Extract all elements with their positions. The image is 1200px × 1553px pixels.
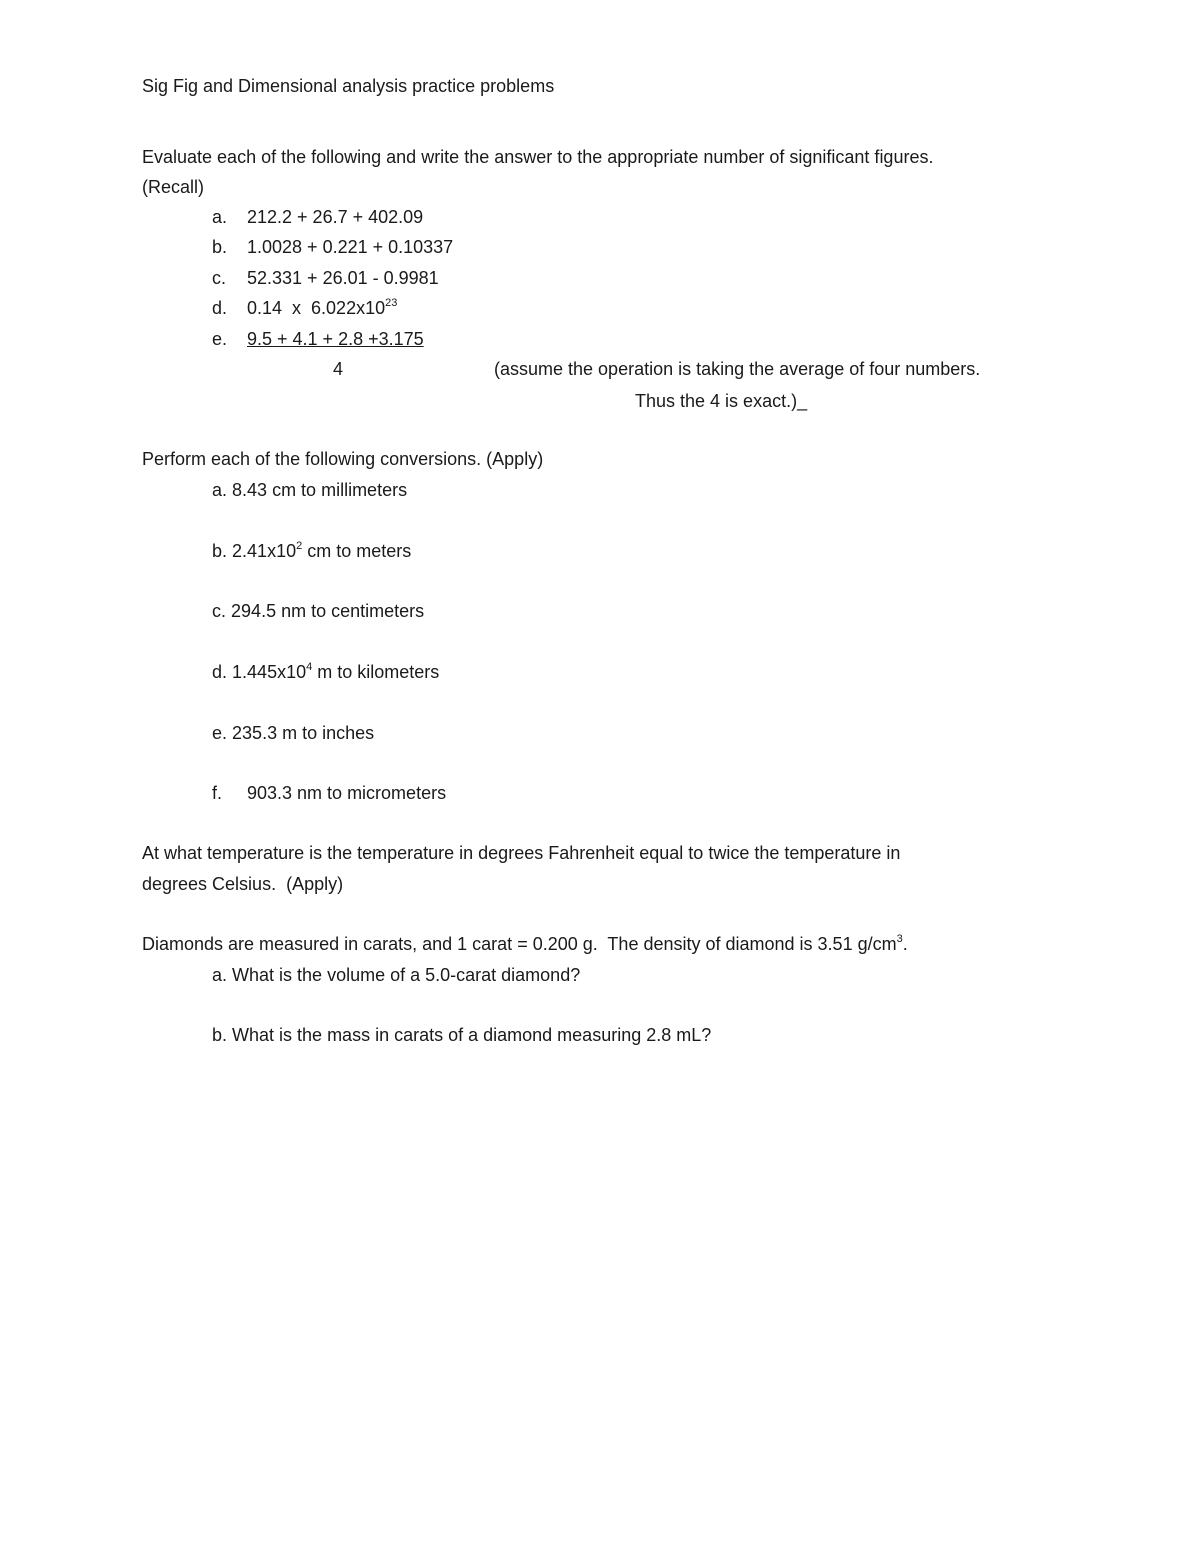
item-letter: e. [212, 329, 228, 349]
item-text: 8.43 cm to millimeters [232, 480, 408, 500]
section2-item-c [212, 602, 424, 620]
expression-base: 0.14 x 6.022x10 [247, 298, 386, 318]
exponent: 23 [385, 297, 398, 309]
item-text: 903.3 nm to micrometers [247, 783, 447, 803]
section2-item-b [212, 542, 411, 560]
item-letter: a. [212, 965, 228, 985]
section2-instruction: Perform each of the following conversions. (Apply) [142, 449, 544, 469]
item-letter: f. [212, 783, 223, 803]
exponent: 3 [896, 933, 903, 945]
section2-item-a [212, 481, 407, 499]
section2-item-e [212, 724, 374, 742]
item-letter: d. [212, 662, 228, 682]
section2-item-d [212, 663, 439, 681]
item-text: What is the volume of a 5.0-carat diamond? [232, 965, 581, 985]
section3-question-line1: At what temperature is the temperature in degrees Fahrenheit equal to twice the temperature in [142, 843, 901, 863]
exponent: 2 [296, 540, 303, 552]
item-letter: b. [212, 1025, 228, 1045]
section3-question-line2: degrees Celsius. (Apply) [142, 874, 344, 894]
section1-instruction: Evaluate each of the following and write the answer to the appropriate number of significant figures. [142, 147, 934, 167]
item-letter: b. [212, 541, 228, 561]
item-text: 52.331 + 26.01 - 0.9981 [247, 268, 439, 288]
item-text: 294.5 nm to centimeters [231, 601, 425, 621]
item-letter: b. [212, 237, 228, 257]
item-letter: e. [212, 723, 228, 743]
section4-item-a [212, 966, 580, 984]
section4-item-b [212, 1026, 711, 1044]
item-letter: c. [212, 601, 227, 621]
item-note-continued: Thus the 4 is exact.)_ [635, 391, 808, 411]
document-title: Sig Fig and Dimensional analysis practice problems [142, 76, 555, 96]
item-text: m to kilometers [317, 662, 440, 682]
expression-base: 2.41x10 [232, 541, 297, 561]
intro-end: . [902, 934, 908, 954]
fraction-numerator: 9.5 + 4.1 + 2.8 +3.175 [247, 329, 424, 349]
item-text: 212.2 + 26.7 + 402.09 [247, 207, 424, 227]
item-letter: d. [212, 298, 228, 318]
expression-base: 1.445x10 [232, 662, 307, 682]
item-text: 1.0028 + 0.221 + 0.10337 [247, 237, 454, 257]
item-letter: a. [212, 207, 228, 227]
fraction-denominator: 4 [333, 359, 344, 379]
item-text: 235.3 m to inches [232, 723, 375, 743]
section4-intro [142, 935, 908, 953]
item-text: cm to meters [307, 541, 412, 561]
item-text: What is the mass in carats of a diamond measuring 2.8 mL? [232, 1025, 712, 1045]
item-letter: a. [212, 480, 228, 500]
section1-level: (Recall) [142, 177, 205, 197]
item-expression [247, 299, 397, 317]
intro-text: Diamonds are measured in carats, and 1 carat = 0.200 g. The density of diamond is 3.51 g/cm [142, 934, 897, 954]
item-note: (assume the operation is taking the average of four numbers. [494, 359, 981, 379]
item-letter: c. [212, 268, 227, 288]
exponent: 4 [306, 661, 313, 673]
